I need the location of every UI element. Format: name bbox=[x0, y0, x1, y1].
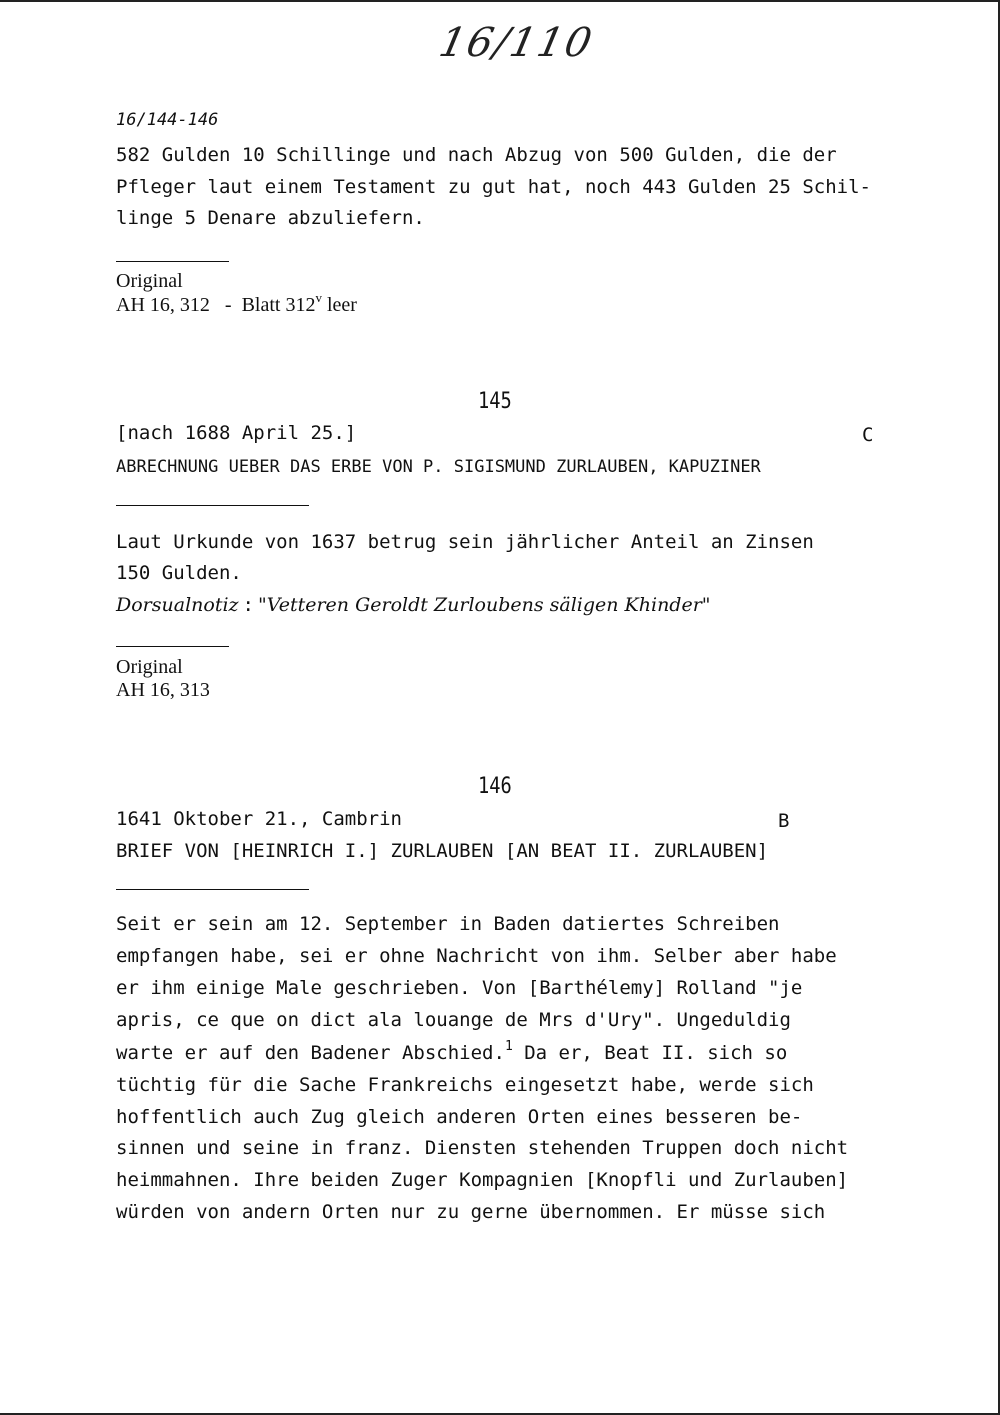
previous-doc-ref: 16/144-146 bbox=[116, 110, 219, 130]
doc146-body-line-7: hoffentlich auch Zug gleich anderen Orten eines besseren be- bbox=[116, 1106, 803, 1128]
doc146-body-line-1: Seit er sein am 12. September in Baden datiertes Schreiben bbox=[116, 913, 780, 935]
doc146-body-line-4: apris, ce que on dict ala louange de Mrs d'Ury". Ungeduldig bbox=[116, 1009, 791, 1031]
document-number-145: 145 bbox=[478, 389, 512, 414]
doc146-body-line-6: tüchtig für die Sache Frankreichs eingesetzt habe, werde sich bbox=[116, 1074, 814, 1096]
source-label: Original bbox=[116, 656, 183, 678]
doc146-body-line-10: würden von andern Orten nur zu gerne übernommen. Er müsse sich bbox=[116, 1201, 826, 1223]
source-reference: AH 16, 312 - Blatt 312$^v$ leer bbox=[116, 290, 357, 316]
doc146-body-line-5: warte er auf den Badener Abschied.$^1$ Da er, Beat II. sich so bbox=[116, 1039, 788, 1064]
separator-rule bbox=[116, 261, 229, 262]
doc145-type-letter: C bbox=[862, 424, 874, 446]
handwritten-reference: 16/110 bbox=[435, 20, 598, 66]
separator-rule bbox=[116, 889, 309, 890]
source-reference: AH 16, 313 bbox=[116, 679, 210, 701]
doc146-body-line-3: er ihm einige Male geschrieben. Von [Barthélemy] Rolland "je bbox=[116, 977, 803, 999]
document-number-146: 146 bbox=[478, 774, 512, 799]
doc145-date: [nach 1688 April 25.] bbox=[116, 422, 357, 444]
doc145-dorsal-note: Dorsualnotiz : "Vetteren Geroldt Zurloubens säligen Khinder" bbox=[116, 594, 711, 616]
source-label: Original bbox=[116, 270, 183, 292]
doc146-date: 1641 Oktober 21., Cambrin bbox=[116, 808, 402, 830]
prev-body-line-1: 582 Gulden 10 Schillinge und nach Abzug von 500 Gulden, die der bbox=[116, 144, 837, 166]
doc145-body-line-1: Laut Urkunde von 1637 betrug sein jährlicher Anteil an Zinsen bbox=[116, 531, 814, 553]
separator-rule bbox=[116, 505, 309, 506]
prev-body-line-2: Pfleger laut einem Testament zu gut hat, noch 443 Gulden 25 Schil- bbox=[116, 176, 871, 198]
dorsal-note-label: Dorsualnotiz bbox=[116, 594, 239, 616]
footnote-marker: 1 bbox=[504, 1039, 513, 1054]
separator-rule bbox=[116, 646, 229, 647]
dorsal-note-text: "Vetteren Geroldt Zurloubens säligen Khinder" bbox=[258, 594, 711, 616]
doc146-body-line-2: empfangen habe, sei er ohne Nachricht von ihm. Selber aber habe bbox=[116, 945, 837, 967]
doc145-heading: ABRECHNUNG UEBER DAS ERBE VON P. SIGISMUND ZURLAUBEN, KAPUZINER bbox=[116, 457, 761, 477]
doc145-body-line-2: 150 Gulden. bbox=[116, 562, 242, 584]
doc146-heading: BRIEF VON [HEINRICH I.] ZURLAUBEN [AN BEAT II. ZURLAUBEN] bbox=[116, 840, 769, 862]
prev-body-line-3: linge 5 Denare abzuliefern. bbox=[116, 207, 425, 229]
doc146-body-line-9: heimmahnen. Ihre beiden Zuger Kompagnien [Knopfli und Zurlauben] bbox=[116, 1169, 849, 1191]
doc146-body-line-8: sinnen und seine in franz. Diensten stehenden Truppen doch nicht bbox=[116, 1137, 849, 1159]
doc146-type-letter: B bbox=[778, 810, 790, 832]
